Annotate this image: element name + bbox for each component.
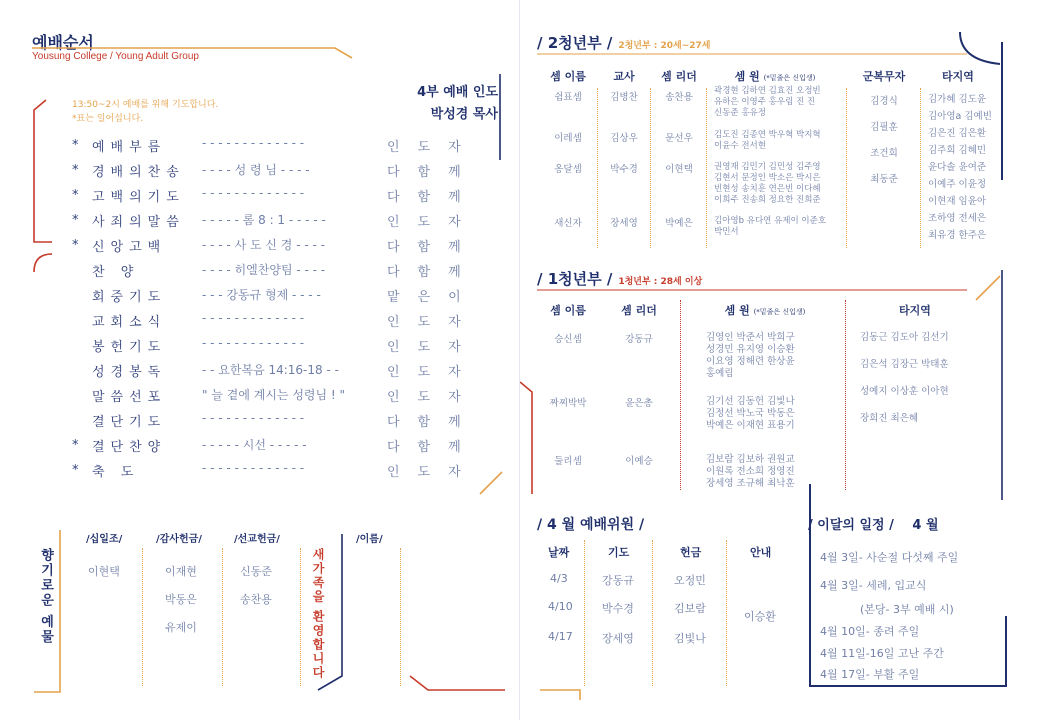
y1-away: 김은석 김장근 박태훈 [860,359,949,370]
y2-members: 김아영b 유다연 유제이 이준호 박민서 [714,216,827,237]
order-row: * 경배의찬송 - - - - 성 령 님 - - - - 다함께 [72,163,479,180]
y2-members: 권영재 김민기 김민성 김주영 김현서 문정인 박소은 박시은 빈현성 송치훈 연은빈 이다혜 이희주 진송희 정요한 진희준 [714,162,821,205]
y1-away: 장희진 최은혜 [860,413,919,424]
schedule-item: 4월 3일- 세례, 입교식 [820,579,927,592]
y2-leader: 문선우 [665,133,693,144]
page-subtitle: Yousung College / Young Adult Group [32,51,199,62]
y1-away: 성예지 이상훈 이아현 [860,386,949,397]
th-leader: 셈 리더 [661,70,697,83]
y1-members: 김기선 김동헌 김빛나 김정선 박노국 박동은 박예은 이재현 표용기 [706,396,795,431]
th-cell: 셈 이름 [550,304,586,317]
column-divider [597,88,598,248]
schedule-item: 4월 11일-16일 고난 주간 [820,647,944,660]
offering-header-thanks: /감사헌금/ [156,534,202,545]
th-away: 타지역 [899,304,931,317]
schedule-item: (본당- 3부 예배 시) [860,603,954,616]
committee-date: 4/3 [550,572,568,585]
y2-away: 최유경 한주은 [928,230,987,241]
order-row: * 고백의기도 - - - - - - - - - - - - - 다함께 [72,186,479,205]
order-row: 교회소식 - - - - - - - - - - - - - 인도자 [92,311,479,330]
order-row: 말씀선포 " 늘 곁에 계시는 성령님 ! " 인도자 [92,388,479,405]
committee-title: / 4 월 예배위원 / [537,517,645,533]
y2-teacher: 김상우 [610,133,638,144]
column-divider [222,548,223,686]
y2-away: 김아영a 김예빈 [928,111,992,122]
prayer-note: 13:50~2시 예배를 위해 기도합니다. *표는 일어섭니다. [72,100,219,124]
order-row: 결단기도 - - - - - - - - - - - - - 다함께 [92,411,479,430]
column-divider [652,540,653,686]
committee-header-date: 날짜 [548,546,570,559]
y2-cell-name: 옹달셈 [554,164,582,175]
y2-teacher: 박수경 [610,164,638,175]
committee-header-offering: 헌금 [680,546,702,559]
th-members: 셈 원 (*밑줄은 신입생) [724,304,806,317]
column-divider [706,88,707,248]
y1-members: 김보람 김보하 권원교 이원록 전소희 정영진 장세영 조규해 최낙훈 [706,454,795,489]
th-members: 셈 원 (*밑줄은 신입생) [734,70,816,83]
committee-offering: 김빛나 [674,632,706,645]
committee-prayer: 박수경 [602,602,634,615]
y2-teacher: 김병찬 [610,92,638,103]
order-row: * 결단찬양 - - - - - 시선 - - - - - 다함께 [72,438,479,455]
y2-leader: 송찬용 [665,92,693,103]
offering-header-tithe: /십일조/ [86,534,123,545]
order-row: * 사죄의말씀 - - - - - 롬 8 : 1 - - - - - 인도자 [72,213,479,230]
y1-cell-name: 둘리셈 [554,456,582,467]
schedule-item: 4월 10일- 종려 주일 [820,625,920,638]
order-row: * 신앙고백 - - - - 사 도 신 경 - - - - 다함께 [72,238,479,255]
y1-leader: 윤은총 [625,398,653,409]
y2-leader: 이현택 [665,164,693,175]
committee-prayer: 장세영 [602,632,634,645]
young1-underline [537,288,987,292]
y1-leader: 강동규 [625,334,653,345]
order-row: * 예배부름 - - - - - - - - - - - - - 인도자 [72,136,479,155]
y2-away: 이현재 임윤아 [928,196,987,207]
y2-away: 김가혜 김도윤 [928,94,987,105]
committee-date: 4/17 [548,630,573,643]
y2-army: 김경식 [870,96,898,107]
order-row: 성경봉독 - - 요한복음 14:16-18 - - 인도자 [92,363,479,380]
young2-underline [537,52,987,56]
column-divider [680,300,681,490]
committee-offering: 오정민 [674,574,706,587]
y2-teacher: 장세영 [610,218,638,229]
offering-name: 이현택 [88,565,120,578]
offering-name: 송찬용 [240,593,272,606]
y2-away: 김은진 김은환 [928,128,987,139]
y2-cell-name: 쉼표셈 [554,92,582,103]
committee-offering: 김보람 [674,602,706,615]
order-row: 봉헌기도 - - - - - - - - - - - - - 인도자 [92,336,479,355]
y1-cell-name: 승신셈 [554,334,582,345]
th-leader: 셈 리더 [621,304,657,317]
y1-away: 김동근 김도아 김선기 [860,332,949,343]
y1-leader: 이예승 [625,456,653,467]
order-row: 찬 양 - - - - 히엘찬양팀 - - - - 다함께 [92,263,479,280]
y1-members: 김영인 박준서 박희구 성경민 유지영 이승환 이요영 정해련 한상윤 홍예림 [706,332,795,379]
schedule-title: / 이달의 일정 / 4 월 [808,518,939,533]
y1-cell-name: 짜찌박박 [549,398,587,409]
y2-army: 조건희 [870,148,898,159]
committee-header-prayer: 기도 [608,546,630,559]
offering-name: 박동은 [165,593,197,606]
committee-date: 4/10 [548,600,573,613]
column-divider [846,88,847,248]
committee-prayer: 강동규 [602,574,634,587]
page-title: 예배순서 [32,33,94,52]
y2-army: 김필훈 [870,122,898,133]
y2-army: 최동준 [870,174,898,185]
column-divider [400,548,401,686]
column-divider [726,540,727,686]
name-header: /이름/ [356,534,383,545]
y2-cell-name: 새신자 [554,218,582,229]
young1-title: / 1청년부 / 1청년부 : 28세 이상 [537,270,703,288]
welcome-newcomers: 새가족을 환영합니다 [311,548,325,681]
th-army: 군복무자 [862,70,906,83]
th-teacher: 교사 [613,70,635,83]
y2-members: 김도진 김종연 박우혁 박지혁 이윤수 전서현 [714,130,821,151]
column-divider [920,88,921,248]
schedule-item: 4월 3일- 사순절 다섯째 주일 [820,551,959,564]
service-leader: 4부 예배 인도 박성경 목사 [417,85,498,122]
column-divider [845,300,846,490]
y2-members: 곽경현 김하연 김효진 오정빈 유하은 이영주 홍우림 진 진 신동준 홍유정 [714,86,821,118]
order-row: * 축 도 - - - - - - - - - - - - - 인도자 [72,461,479,480]
column-divider [142,548,143,686]
th-away: 타지역 [942,70,974,83]
column-divider [584,540,585,686]
y2-away: 조하영 전세은 [928,213,987,224]
y2-cell-name: 이레셈 [554,133,582,144]
offering-label: 향기로운 예물 [38,548,53,645]
y2-away: 윤다솔 윤여준 [928,162,987,173]
committee-header-guide: 안내 [750,546,772,559]
committee-guide: 이승환 [744,610,776,623]
offering-name: 신동준 [240,565,272,578]
young2-title: / 2청년부 / 2청년부 : 20세~27세 [537,34,711,52]
y2-away: 김주희 김혜민 [928,145,987,156]
column-divider [650,88,651,248]
column-divider [300,548,301,686]
offering-name: 유제이 [165,621,197,634]
schedule-item: 4월 17일- 부활 주일 [820,668,920,681]
y2-leader: 박예은 [665,218,693,229]
offering-header-mission: /선교헌금/ [234,534,280,545]
offering-name: 이재현 [165,565,197,578]
th-cell: 셈 이름 [550,70,586,83]
order-row: 회중기도 - - - 강동규 형제 - - - - 맡은이 [92,288,479,305]
y2-away: 이예주 이윤정 [928,179,987,190]
